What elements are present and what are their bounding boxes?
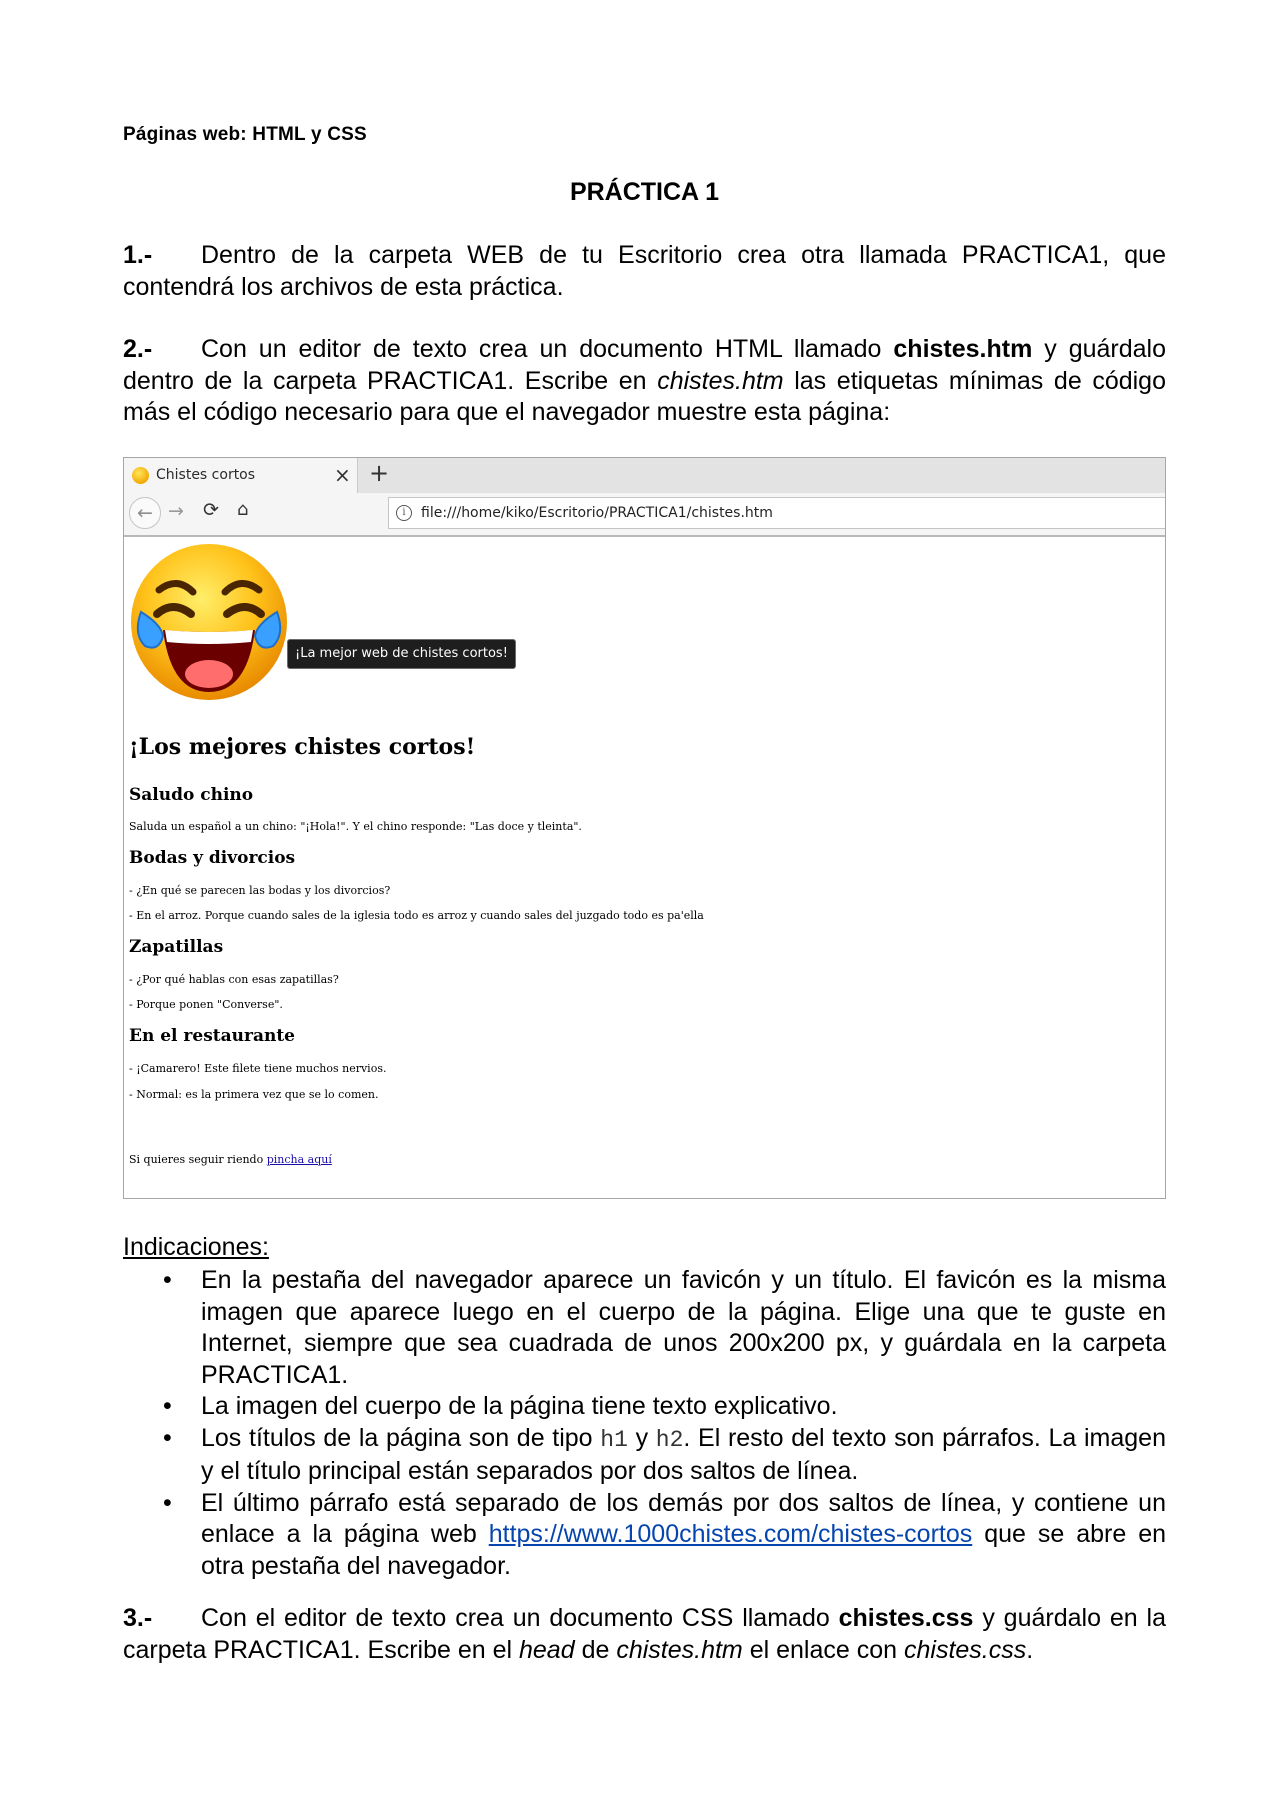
step-2-number: 2.- xyxy=(123,335,153,363)
close-icon[interactable]: × xyxy=(334,463,351,487)
step-1-number: 1.- xyxy=(123,241,153,269)
plus-icon[interactable]: + xyxy=(369,459,390,487)
joke-paragraph: - En el arroz. Porque cuando sales de la iglesia todo es arroz y cuando sales del juzgado todo es pa'ella xyxy=(129,909,704,922)
bullet: • xyxy=(163,1423,172,1452)
laughing-emoji-image xyxy=(129,542,289,702)
list-item-text: Los títulos de la página son de tipo xyxy=(201,1423,601,1452)
main-heading: ¡Los mejores chistes cortos! xyxy=(129,734,476,760)
back-icon[interactable]: ← xyxy=(129,497,161,529)
image-tooltip: ¡La mejor web de chistes cortos! xyxy=(287,639,516,669)
step-1 xyxy=(123,240,1166,303)
info-icon[interactable]: i xyxy=(396,505,412,521)
bullet: • xyxy=(163,1488,172,1517)
code-h1: h1 xyxy=(600,1426,628,1453)
final-paragraph xyxy=(129,1153,332,1166)
forward-icon[interactable]: → xyxy=(168,500,184,522)
practice-title: PRÁCTICA 1 xyxy=(569,178,720,206)
joke-paragraph: - Normal: es la primera vez que se lo comen. xyxy=(129,1088,379,1101)
bullet: • xyxy=(163,1266,172,1294)
tab-title: Chistes cortos xyxy=(156,467,256,483)
url-bar[interactable] xyxy=(388,497,1165,529)
joke-paragraph: - ¿Por qué hablas con esas zapatillas? xyxy=(129,973,339,986)
home-icon[interactable]: ⌂ xyxy=(237,499,249,520)
document-header: Páginas web: HTML y CSS xyxy=(123,124,367,145)
browser-tab[interactable] xyxy=(124,458,358,493)
step-1-text: Dentro de la carpeta WEB de tu Escritorio crea otra llamada PRACTICA1, que contendrá los archivos de esta práctica. xyxy=(123,241,1166,301)
step-3-text: el enlace con xyxy=(742,1635,904,1664)
url-text[interactable]: file:///home/kiko/Escritorio/PRACTICA1/chistes.htm xyxy=(421,505,773,521)
joke-title: Saludo chino xyxy=(129,785,254,805)
joke-paragraph: - Porque ponen "Converse". xyxy=(129,998,283,1011)
indications-title: Indicaciones: xyxy=(123,1233,269,1261)
browser-screenshot xyxy=(123,457,1166,1199)
file-name-htm: chistes.htm xyxy=(893,335,1033,363)
joke-paragraph: Saluda un español a un chino: "¡Hola!". Y el chino responde: "Las doce y tleinta". xyxy=(129,820,582,833)
file-name-htm-italic: chistes.htm xyxy=(657,366,784,395)
list-item-text: La imagen del cuerpo de la página tiene texto explicativo. xyxy=(201,1392,838,1420)
reload-icon[interactable]: ⟳ xyxy=(203,499,219,521)
favicon-icon xyxy=(132,467,149,484)
navigation-bar xyxy=(124,493,1165,537)
list-item xyxy=(123,1265,1166,1391)
list-item xyxy=(123,1488,1166,1583)
list-item-text: que se abre en otra pestaña del navegador. xyxy=(201,1520,1166,1580)
joke-title: Bodas y divorcios xyxy=(129,848,296,868)
step-2-text: las etiquetas mínimas de código más el código necesario para que el navegador muestre esta página: xyxy=(123,366,1166,426)
step-3-text: . xyxy=(1026,1635,1034,1664)
list-item-text: El último párrafo está separado de los demás por dos saltos de línea, y contiene un enlace a la página web xyxy=(201,1488,1166,1548)
final-paragraph-text: Si quieres seguir riendo xyxy=(129,1153,267,1166)
list-item-text: y xyxy=(627,1423,656,1452)
more-jokes-link[interactable]: pincha aquí xyxy=(266,1153,332,1166)
file-name-css: chistes.css xyxy=(838,1604,974,1632)
step-3 xyxy=(123,1603,1166,1666)
joke-title: Zapatillas xyxy=(129,937,224,957)
tab-bar xyxy=(124,458,1165,493)
file-name-htm-italic: chistes.htm xyxy=(616,1635,743,1664)
external-link[interactable]: https://www.1000chistes.com/chistes-cortos xyxy=(488,1520,973,1548)
step-3-number: 3.- xyxy=(123,1604,153,1632)
code-h2: h2 xyxy=(655,1426,684,1453)
joke-title: En el restaurante xyxy=(129,1026,295,1046)
head-italic: head xyxy=(519,1635,575,1664)
joke-paragraph: - ¿En qué se parecen las bodas y los divorcios? xyxy=(129,884,391,897)
bullet: • xyxy=(163,1392,172,1420)
step-2-text: y guárdalo dentro de la carpeta PRACTICA1. Escribe en xyxy=(123,335,1167,395)
step-3-text: y guárdalo en la carpeta PRACTICA1. Escribe en el xyxy=(123,1604,1166,1664)
step-3-text: Con el editor de texto crea un documento CSS llamado xyxy=(201,1604,839,1632)
step-3-text: de xyxy=(574,1635,617,1664)
step-2 xyxy=(123,334,1166,429)
step-2-text: Con un editor de texto crea un documento HTML llamado xyxy=(201,335,894,363)
indications-list xyxy=(123,1265,1166,1582)
list-item xyxy=(123,1391,1166,1423)
page-content xyxy=(124,537,1165,1197)
list-item-text: . El resto del texto son párrafos. La imagen y el título principal están separados por dos saltos de línea. xyxy=(201,1423,1166,1485)
file-name-css-italic: chistes.css xyxy=(903,1635,1027,1664)
list-item xyxy=(123,1423,1166,1488)
list-item-text: En la pestaña del navegador aparece un favicón y un título. El favicón es la misma imagen que aparece luego en el cuerpo de la página. Elige una que te guste en Internet, siempre que sea cuadrada de unos 200x200 px, y guárdala en la carpeta PRACTICA1. xyxy=(201,1266,1166,1389)
joke-paragraph: - ¡Camarero! Este filete tiene muchos nervios. xyxy=(129,1062,387,1075)
